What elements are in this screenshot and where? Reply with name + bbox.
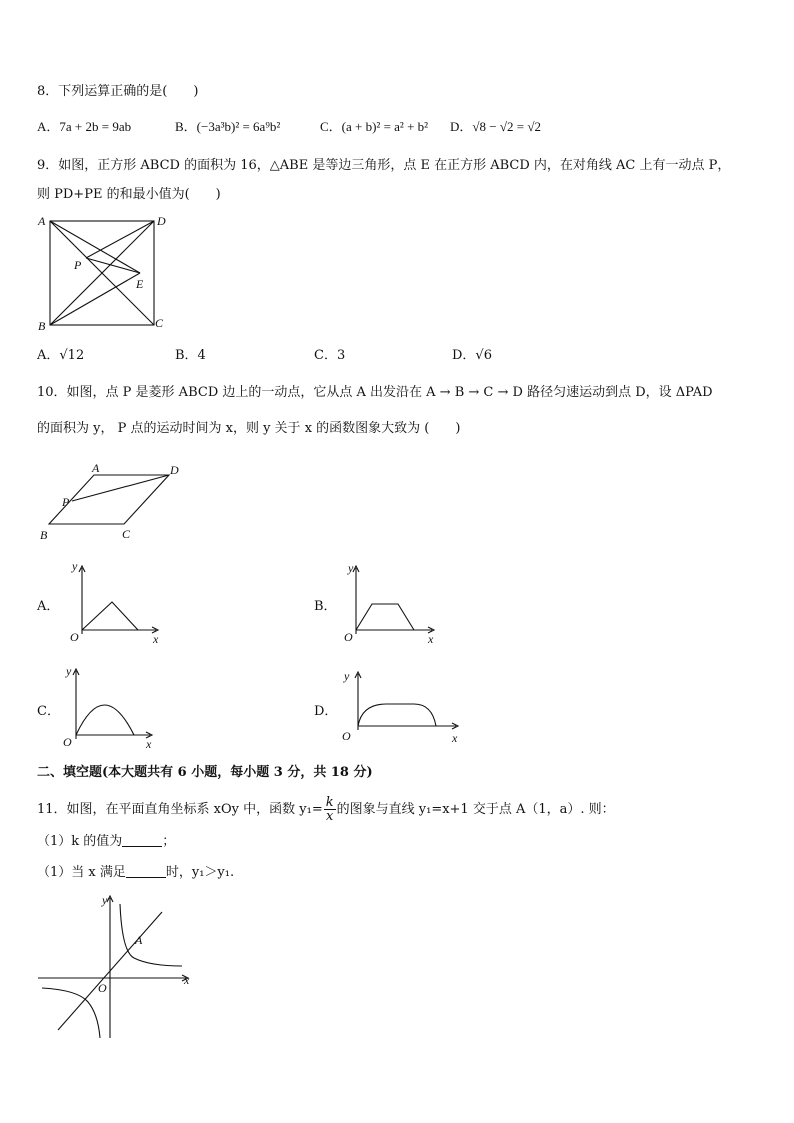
axis-x-label: x [452,731,458,745]
hyperbola-branch-2 [42,988,100,1038]
label-p: P [74,258,82,272]
segment-ae [50,221,140,273]
label-e: E [136,277,144,291]
q10-option-a-label: A． [37,599,60,614]
origin-label: O [63,735,72,749]
q11-fraction-denominator: x [326,809,334,824]
q8-stem: 8．下列运算正确的是( ) [37,84,199,99]
origin-label: O [70,630,79,644]
origin-label: O [342,729,351,743]
origin-label: O [344,630,353,644]
q11-sub1 [37,833,175,851]
q11-sub2-pre: （1）当 x 满足 [37,865,126,880]
q10-option-d-label: D． [314,704,338,719]
q11-stem-pre: 11．如图，在平面直角坐标系 xOy 中，函数 y₁= [37,802,323,817]
label-d: D [170,463,179,477]
q9-stem-line2: 则 PD+PE 的和最小值为( ) [37,187,221,202]
segment-pd [86,221,154,258]
graph-curve [356,604,414,630]
axis-y-label: y [344,669,350,683]
segment-pd [72,475,169,501]
q11-coordinate-figure [38,892,198,1042]
q10-option-c-graph [60,663,160,751]
q10-option-a-graph [66,560,166,646]
q11-sub2-blank[interactable] [126,865,166,878]
q11-fraction-numerator: k [325,795,334,810]
axis-x-label: x [146,737,152,751]
q8-option-c: C．(a + b)² = a² + b² [320,119,429,134]
q11-sub1-blank[interactable] [122,834,162,847]
q10-stem-line1: 10．如图，点 P 是菱形 ABCD 边上的一动点，它从点 A 出发沿在 A → B → C → D 路径匀速运动到点 D，设 ΔPAD [37,385,713,400]
label-a: A [135,933,143,947]
label-c: C [155,316,164,330]
label-a: A [92,461,100,475]
axis-y-label: y [72,559,78,573]
q11-fraction [324,796,336,823]
graph-curve [76,705,134,735]
q9-stem-line1: 9．如图，正方形 ABCD 的面积为 16，△ABE 是等边三角形，点 E 在正方形 ABCD 内，在对角线 AC 上有一动点 P， [37,158,731,173]
axis-y-label: y [66,664,72,678]
section-2-title: 二、填空题(本大题共有 6 小题，每小题 3 分，共 18 分) [37,765,373,780]
label-y: y [102,893,108,907]
q10-option-b-graph [340,560,444,646]
q11-sub2-post: 时，y₁＞y₁. [165,865,235,880]
segment-be [50,273,140,325]
q10-stem-line2: 的面积为 y， P 点的运动时间为 x，则 y 关于 x 的函数图象大致为 ( ) [37,421,461,436]
q9-option-a: A．√12 [37,348,85,363]
q11-stem-post: 的图象与直线 y₁=x+1 交于点 A（1，a）. 则： [336,802,615,817]
q10-option-d-graph [340,668,466,748]
q8-option-b: B．(−3a³b)² = 6a⁹b² [175,119,281,134]
label-b: B [38,319,46,333]
graph-curve [82,602,138,630]
label-o: O [98,981,107,995]
q11-sub2 [37,864,234,882]
graph-curve [358,704,436,726]
q9-square-figure [36,214,176,332]
axis-x-label: x [428,632,434,646]
q8-option-a: A．7a + 2b = 9ab [37,119,132,134]
label-d: D [157,214,166,228]
q11-sub1-pre: （1）k 的值为 [37,834,123,849]
axis-x-label: x [153,632,159,646]
q10-option-b-label: B． [314,599,337,614]
q11-sub1-post: ； [162,834,176,849]
label-a: A [38,214,46,228]
q10-option-c-label: C． [37,704,60,719]
q8-option-d: D．√8 − √2 = √2 [450,119,541,134]
q10-rhombus-figure [36,460,196,544]
label-b: B [40,528,48,542]
axis-y-label: y [348,561,354,575]
hyperbola-branch-1 [120,904,182,966]
q11-stem [37,796,615,823]
q9-option-d: D．√6 [452,348,492,363]
label-x: x [184,973,190,987]
q9-option-b: B．4 [175,348,206,363]
label-c: C [122,527,131,541]
q9-option-c: C．3 [314,348,346,363]
label-p: P [62,495,70,509]
